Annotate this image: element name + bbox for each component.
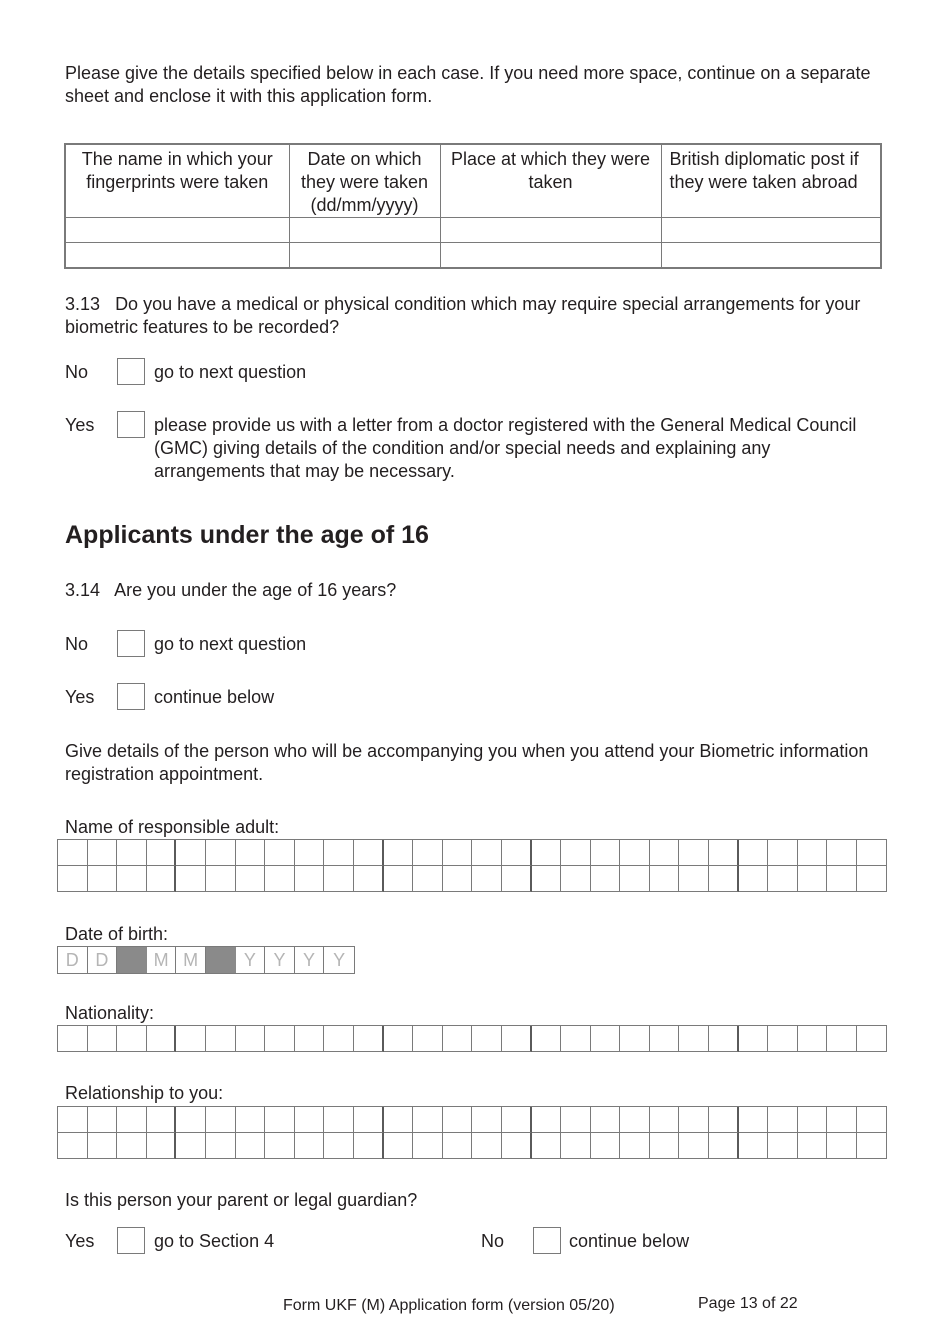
question-3-14: [65, 579, 885, 602]
char-box[interactable]: [502, 1026, 532, 1052]
dob-month-digit[interactable]: M: [147, 947, 177, 973]
char-box[interactable]: [739, 1133, 769, 1159]
table-row: [65, 243, 881, 269]
char-box[interactable]: [827, 840, 857, 866]
char-box[interactable]: [295, 866, 325, 892]
char-box[interactable]: [768, 1107, 798, 1133]
header-diplomatic-post: British diplomatic post if they were taken abroad: [661, 144, 881, 218]
char-box[interactable]: [561, 1107, 591, 1133]
char-box[interactable]: [709, 866, 739, 892]
char-box[interactable]: [679, 866, 709, 892]
q313-yes-checkbox[interactable]: [117, 411, 145, 438]
char-box[interactable]: [768, 1026, 798, 1052]
nationality-input-grid[interactable]: [57, 1025, 887, 1052]
cell-date-input[interactable]: [289, 243, 440, 269]
char-box[interactable]: [532, 1133, 562, 1159]
char-box[interactable]: [679, 1026, 709, 1052]
char-box[interactable]: [147, 1133, 177, 1159]
char-box[interactable]: [443, 1026, 473, 1052]
char-box[interactable]: [768, 866, 798, 892]
no-label: No: [65, 634, 89, 654]
char-box[interactable]: [206, 1107, 236, 1133]
char-box[interactable]: [561, 840, 591, 866]
cell-name-input[interactable]: [65, 243, 289, 269]
header-date: Date on which they were taken (dd/mm/yyyy): [289, 144, 440, 218]
char-box[interactable]: [591, 866, 621, 892]
cell-place-input[interactable]: [440, 218, 661, 243]
char-box[interactable]: [827, 1026, 857, 1052]
dob-year-digit[interactable]: Y: [236, 947, 266, 973]
relationship-field-label: Relationship to you:: [65, 1083, 224, 1103]
char-box[interactable]: [147, 840, 177, 866]
yes-label: Yes: [65, 1231, 95, 1251]
char-box[interactable]: [679, 840, 709, 866]
char-box[interactable]: [561, 1026, 591, 1052]
char-box[interactable]: [354, 1107, 384, 1133]
no-option-text: go to next question: [154, 362, 307, 382]
char-box[interactable]: [354, 1133, 384, 1159]
char-box[interactable]: [739, 1107, 769, 1133]
yes-option-text: please provide us with a letter from a doctor registered with the General Medical Council (GMC) giving details of the condition and/or special needs and explaining any arrangements that may be necessary.: [154, 415, 857, 481]
char-box[interactable]: [798, 1107, 828, 1133]
char-box[interactable]: [413, 1133, 443, 1159]
char-box[interactable]: [591, 1026, 621, 1052]
char-box[interactable]: [561, 866, 591, 892]
char-box[interactable]: [384, 866, 414, 892]
char-box[interactable]: [620, 1026, 650, 1052]
char-box[interactable]: [206, 1026, 236, 1052]
char-box[interactable]: [176, 1133, 206, 1159]
dob-year-digit[interactable]: Y: [333, 950, 346, 970]
char-box[interactable]: [827, 1107, 857, 1133]
char-box[interactable]: [413, 866, 443, 892]
char-box[interactable]: [147, 1107, 177, 1133]
char-box[interactable]: [709, 840, 739, 866]
char-box[interactable]: [827, 1133, 857, 1159]
dob-day-digit[interactable]: D: [88, 947, 118, 973]
no-label: No: [481, 1231, 505, 1251]
char-box[interactable]: [384, 1107, 414, 1133]
section-heading: Applicants under the age of 16: [65, 521, 429, 549]
yes-label: Yes: [65, 687, 95, 707]
char-box[interactable]: [354, 1026, 384, 1052]
dob-year-digit[interactable]: Y: [295, 947, 325, 973]
char-box[interactable]: [324, 840, 354, 866]
char-box[interactable]: [176, 866, 206, 892]
name-field-label: Name of responsible adult:: [65, 817, 280, 837]
char-box[interactable]: [295, 840, 325, 866]
char-box[interactable]: [561, 1133, 591, 1159]
guardian-question: Is this person your parent or legal guardian?: [65, 1190, 418, 1210]
cell-place-input[interactable]: [440, 243, 661, 269]
dob-field-label: Date of birth:: [65, 924, 169, 944]
char-box[interactable]: [236, 1107, 266, 1133]
char-box[interactable]: [857, 1026, 887, 1052]
char-box[interactable]: [206, 1133, 236, 1159]
cell-date-input[interactable]: [289, 218, 440, 243]
char-box[interactable]: [591, 1133, 621, 1159]
char-box[interactable]: [472, 840, 502, 866]
char-box[interactable]: [88, 1026, 118, 1052]
char-box[interactable]: [798, 1026, 828, 1052]
char-box[interactable]: [768, 840, 798, 866]
intro-text: Please give the details specified below in each case. If you need more space, continue on a separate sheet and enclose it with this application form.: [65, 63, 871, 106]
char-box[interactable]: [857, 1107, 887, 1133]
char-box[interactable]: [206, 840, 236, 866]
char-box[interactable]: [709, 1107, 739, 1133]
char-box[interactable]: [443, 1133, 473, 1159]
char-box[interactable]: [236, 1026, 266, 1052]
char-box[interactable]: [443, 866, 473, 892]
char-box[interactable]: [798, 1133, 828, 1159]
char-box[interactable]: [265, 1026, 295, 1052]
char-box[interactable]: [857, 1133, 887, 1159]
question-text: Are you under the age of 16 years?: [114, 580, 397, 600]
char-box[interactable]: [354, 866, 384, 892]
dob-day-digit[interactable]: D: [58, 947, 88, 973]
char-box[interactable]: [88, 1107, 118, 1133]
char-box[interactable]: [58, 1107, 88, 1133]
char-box[interactable]: [620, 840, 650, 866]
char-box[interactable]: [798, 866, 828, 892]
name-input-grid[interactable]: [57, 839, 887, 892]
char-box[interactable]: [176, 1026, 206, 1052]
char-box[interactable]: [324, 1026, 354, 1052]
yes-option-text: continue below: [154, 687, 275, 707]
q313-no-checkbox[interactable]: [117, 358, 145, 385]
char-box[interactable]: [591, 840, 621, 866]
dob-separator: [206, 947, 236, 973]
char-box[interactable]: [472, 866, 502, 892]
guardian-yes-checkbox[interactable]: [117, 1227, 145, 1254]
no-option-text: go to next question: [154, 634, 307, 654]
char-box[interactable]: [532, 1026, 562, 1052]
question-text: Do you have a medical or physical condition which may require special arrangements for your biometric features to be recorded?: [65, 294, 861, 337]
char-box[interactable]: [265, 1107, 295, 1133]
char-box[interactable]: [739, 1026, 769, 1052]
char-box[interactable]: [620, 866, 650, 892]
char-box[interactable]: [413, 1026, 443, 1052]
char-box[interactable]: [827, 866, 857, 892]
char-box[interactable]: [206, 866, 236, 892]
char-box[interactable]: [857, 840, 887, 866]
footer-page-number: Page 13 of 22: [698, 1295, 798, 1312]
relationship-input-grid[interactable]: [57, 1106, 887, 1159]
char-box[interactable]: [650, 1133, 680, 1159]
char-box[interactable]: [147, 1026, 177, 1052]
char-box[interactable]: [650, 1107, 680, 1133]
char-box[interactable]: [502, 840, 532, 866]
char-box[interactable]: [502, 1133, 532, 1159]
no-option-text: continue below: [569, 1231, 690, 1251]
char-box[interactable]: [739, 866, 769, 892]
char-box[interactable]: [324, 1107, 354, 1133]
header-place: Place at which they were taken: [440, 144, 661, 218]
char-box[interactable]: [709, 1133, 739, 1159]
char-box[interactable]: [265, 866, 295, 892]
accompany-instructions: Give details of the person who will be accompanying you when you attend your Biometric information registration appointment.: [65, 741, 869, 784]
question-number: 3.13: [65, 294, 101, 314]
cell-post-input[interactable]: [661, 218, 881, 243]
char-box[interactable]: [413, 1107, 443, 1133]
dob-input[interactable]: [57, 946, 355, 974]
char-box[interactable]: [679, 1107, 709, 1133]
char-box[interactable]: [58, 866, 88, 892]
char-box[interactable]: [413, 840, 443, 866]
char-box[interactable]: [532, 840, 562, 866]
char-box[interactable]: [709, 1026, 739, 1052]
char-box[interactable]: [117, 866, 147, 892]
question-3-13: [65, 293, 885, 339]
char-box[interactable]: [236, 840, 266, 866]
footer-form-name: Form UKF (M) Application form (version 05/20): [283, 1297, 615, 1314]
yes-option-text: go to Section 4: [154, 1231, 275, 1251]
char-box[interactable]: [88, 840, 118, 866]
char-box[interactable]: [739, 840, 769, 866]
char-box[interactable]: [58, 1026, 88, 1052]
header-name: The name in which your fingerprints were taken: [65, 144, 289, 218]
char-box[interactable]: [620, 1133, 650, 1159]
q314-yes-checkbox[interactable]: [117, 683, 145, 710]
char-box[interactable]: [236, 866, 266, 892]
cell-name-input[interactable]: [65, 218, 289, 243]
char-box[interactable]: [798, 840, 828, 866]
char-box[interactable]: [768, 1133, 798, 1159]
char-box[interactable]: [384, 1133, 414, 1159]
char-box[interactable]: [58, 1133, 88, 1159]
char-box[interactable]: [58, 840, 88, 866]
guardian-no-checkbox[interactable]: [533, 1227, 561, 1254]
cell-post-input[interactable]: [661, 243, 881, 269]
fingerprint-history-table: [64, 143, 882, 269]
dob-year-digit[interactable]: Y: [265, 947, 295, 973]
no-label: No: [65, 362, 89, 382]
char-box[interactable]: [295, 1133, 325, 1159]
dob-month-digit[interactable]: M: [176, 947, 206, 973]
char-box[interactable]: [117, 1133, 147, 1159]
char-box[interactable]: [117, 1026, 147, 1052]
char-box[interactable]: [88, 1133, 118, 1159]
char-box[interactable]: [650, 1026, 680, 1052]
char-box[interactable]: [532, 866, 562, 892]
char-box[interactable]: [265, 1133, 295, 1159]
char-box[interactable]: [679, 1133, 709, 1159]
q314-no-checkbox[interactable]: [117, 630, 145, 657]
table-row: [65, 218, 881, 243]
char-box[interactable]: [532, 1107, 562, 1133]
char-box[interactable]: [472, 1107, 502, 1133]
char-box[interactable]: [857, 866, 887, 892]
char-box[interactable]: [295, 1026, 325, 1052]
char-box[interactable]: [117, 840, 147, 866]
char-box[interactable]: [472, 1133, 502, 1159]
dob-separator: [117, 947, 147, 973]
nationality-field-label: Nationality:: [65, 1003, 155, 1023]
char-box[interactable]: [117, 1107, 147, 1133]
table-header-row: [65, 144, 881, 218]
char-box[interactable]: [324, 866, 354, 892]
yes-label: Yes: [65, 415, 95, 435]
char-box[interactable]: [354, 840, 384, 866]
char-box[interactable]: [295, 1107, 325, 1133]
char-box[interactable]: [650, 866, 680, 892]
char-box[interactable]: [384, 1026, 414, 1052]
char-box[interactable]: [620, 1107, 650, 1133]
char-box[interactable]: [443, 1107, 473, 1133]
char-box[interactable]: [502, 866, 532, 892]
char-box[interactable]: [147, 866, 177, 892]
char-box[interactable]: [236, 1133, 266, 1159]
char-box[interactable]: [443, 840, 473, 866]
char-box[interactable]: [176, 1107, 206, 1133]
char-box[interactable]: [502, 1107, 532, 1133]
char-box[interactable]: [324, 1133, 354, 1159]
char-box[interactable]: [472, 1026, 502, 1052]
char-box[interactable]: [265, 840, 295, 866]
char-box[interactable]: [650, 840, 680, 866]
char-box[interactable]: [384, 840, 414, 866]
question-number: 3.14: [65, 580, 101, 600]
char-box[interactable]: [591, 1107, 621, 1133]
char-box[interactable]: [88, 866, 118, 892]
char-box[interactable]: [176, 840, 206, 866]
